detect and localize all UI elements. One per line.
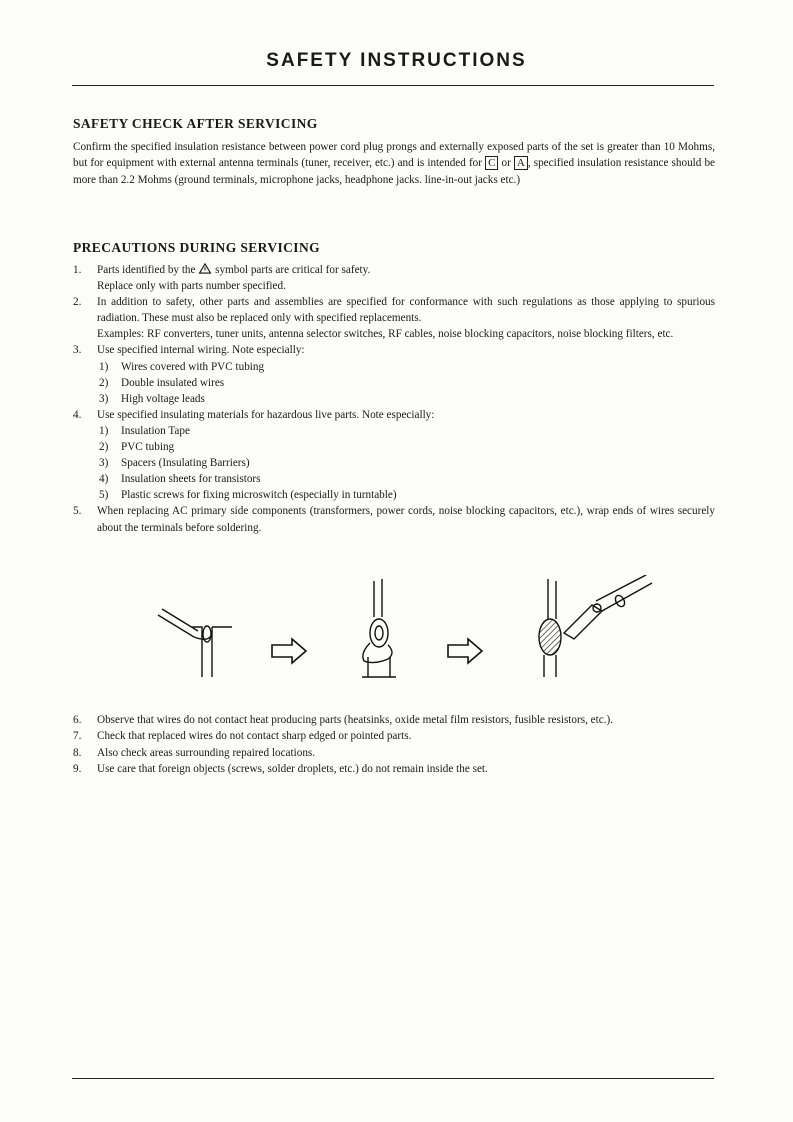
sub-list-item: [97, 455, 715, 471]
arrow-right-icon: [448, 639, 482, 663]
class-a-box: A: [514, 156, 528, 170]
item-text: In addition to safety, other parts and assemblies are specified for conformance with such regulations as those applying to spurious radiation. These must also be replaced only with specified replacements.: [97, 296, 715, 325]
list-item: [73, 745, 715, 761]
top-divider: [72, 85, 714, 86]
sub-number: 4): [99, 473, 109, 486]
sub-text: Insulation sheets for transistors: [121, 473, 261, 486]
list-item: [73, 294, 715, 342]
sub-number: 1): [99, 360, 109, 373]
soldered-terminal-illustration: [539, 575, 652, 677]
sub-list-item: [97, 439, 715, 455]
list-item: [73, 407, 715, 504]
sub-text: PVC tubing: [121, 441, 175, 454]
wire-wrapping-figure: [150, 575, 670, 685]
terminal-with-wire-illustration: [158, 609, 232, 677]
section-heading-precautions: PRECAUTIONS DURING SERVICING: [73, 240, 321, 255]
item-number: 4.: [73, 408, 82, 421]
list-item: [73, 503, 715, 535]
item-number: 3.: [73, 344, 82, 357]
item-text: Also check areas surrounding repaired locations.: [97, 746, 316, 759]
item-text: Use care that foreign objects (screws, solder droplets, etc.) do not remain inside the set.: [97, 762, 488, 775]
list-item: [73, 761, 715, 777]
item-text: Parts identified by the: [97, 264, 196, 276]
page-title: SAFETY INSTRUCTIONS: [266, 50, 527, 71]
item-text: Use specified insulating materials for hazardous live parts. Note especially:: [97, 408, 435, 421]
sub-number: 5): [99, 489, 109, 502]
paragraph-text: Confirm the specified insulation resistance between power cord plug prongs and externally exposed parts of the set is greater than 10 Mohms, but for equipment with external antenna terminals (tuner, receiver, etc.) and is intended for: [73, 141, 715, 170]
sub-number: 2): [99, 376, 109, 389]
sub-text: Double insulated wires: [121, 376, 225, 389]
bottom-divider: [72, 1078, 714, 1079]
item-number: 6.: [73, 714, 82, 726]
paragraph-text: or: [501, 157, 511, 170]
sub-number: 1): [99, 424, 109, 437]
safety-check-paragraph: [73, 139, 715, 188]
sub-number: 3): [99, 457, 109, 470]
item-text: When replacing AC primary side components (transformers, power cords, noise blocking capacitors, etc.), wrap ends of wires securely about the terminals before soldering.: [97, 505, 715, 534]
sub-text: Insulation Tape: [121, 424, 190, 437]
sub-list-item: [97, 487, 715, 503]
sub-list-item: [97, 471, 715, 487]
precautions-list: [73, 262, 715, 536]
precautions-list-continued: [73, 712, 715, 777]
sub-text: Wires covered with PVC tubing: [121, 360, 265, 373]
item-text: Check that replaced wires do not contact sharp edged or pointed parts.: [97, 730, 412, 743]
sub-list-item: [97, 375, 715, 391]
paragraph-text: , specified insulation resistance should be more than 2.2 Mohms (ground terminals, microphone jacks, headphone jacks. line-in-out jacks etc.): [73, 157, 716, 186]
item-text: Replace only with parts number specified.: [97, 280, 286, 293]
item-number: 2.: [73, 296, 82, 309]
item-number: 9.: [73, 762, 82, 775]
list-item: [73, 262, 715, 294]
item-number: 8.: [73, 746, 82, 759]
item-text: symbol parts are critical for safety.: [215, 264, 371, 276]
wrapped-terminal-illustration: [362, 579, 396, 677]
item-number: 5.: [73, 505, 82, 518]
list-item: [73, 712, 715, 728]
item-number: 1.: [73, 264, 82, 276]
item-example: Examples: RF converters, tuner units, antenna selector switches, RF cables, noise blocking capacitors, noise blocking filters, etc.: [97, 328, 674, 341]
sub-text: Plastic screws for fixing microswitch (especially in turntable): [121, 489, 397, 502]
sub-list-item: [97, 391, 715, 407]
list-item: [73, 342, 715, 406]
sub-number: 3): [99, 392, 109, 405]
sub-list-item: [97, 423, 715, 439]
list-item: [73, 728, 715, 744]
sub-number: 2): [99, 441, 109, 454]
class-c-box: C: [485, 156, 498, 170]
sub-text: Spacers (Insulating Barriers): [121, 457, 250, 470]
warning-triangle-icon: [198, 263, 212, 274]
item-text: Use specified internal wiring. Note especially:: [97, 344, 305, 357]
item-text: Observe that wires do not contact heat producing parts (heatsinks, oxide metal film resistors, fusible resistors, etc.).: [97, 714, 614, 726]
arrow-right-icon: [272, 639, 306, 663]
sub-list-item: [97, 359, 715, 375]
item-number: 7.: [73, 730, 82, 743]
section-heading-safety-check: SAFETY CHECK AFTER SERVICING: [73, 116, 318, 131]
sub-text: High voltage leads: [121, 392, 205, 405]
